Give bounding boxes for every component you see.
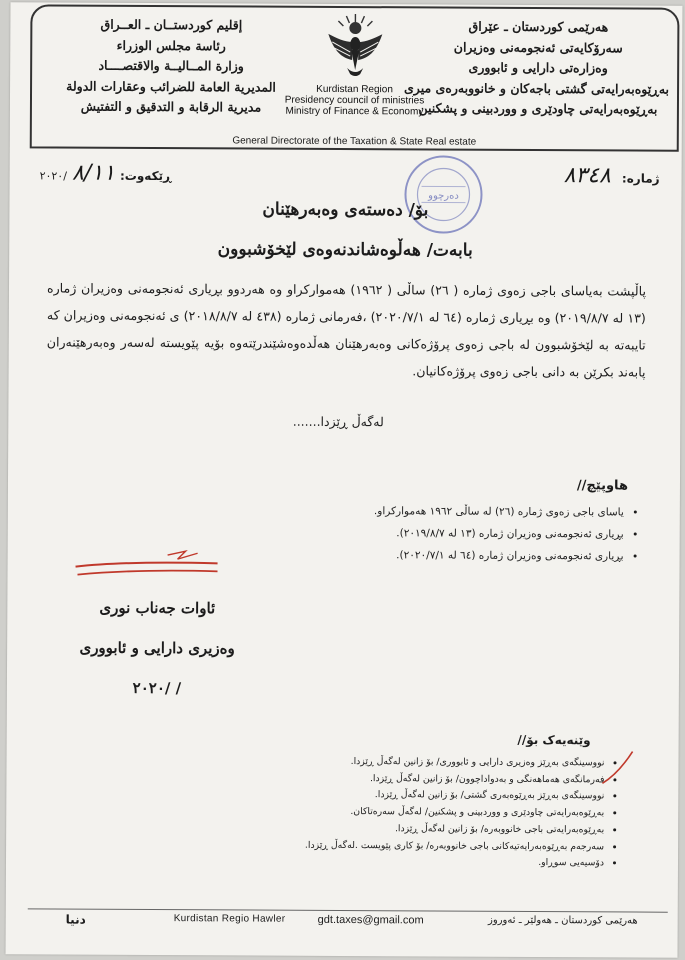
letterhead-arabic xyxy=(40,14,303,118)
arabic-line: رئاسة مجلس الوزراء xyxy=(116,37,226,53)
list-item: • بەڕێوەبەرایەتی چاودێری و ووردبینی و پشکنین/ لەگەڵ سەرەتاکان. xyxy=(184,803,604,822)
stamp-text: دەرچوو xyxy=(428,190,459,202)
list-item: • بەڕێوەبەرایەتی باجی خانووبەرە/ بۆ زانین لەگەڵ ڕێزدا. xyxy=(184,820,604,839)
list-item: • دۆسیەیی سوڕاو. xyxy=(184,853,604,872)
kurdish-line: بەڕێوەبەرایەتی چاودێری و ووردبینی و پشکنین xyxy=(418,100,658,117)
english-line: Presidency council of ministries xyxy=(284,94,425,107)
letterhead-kurdish xyxy=(404,16,670,120)
kurdish-line: هەرێمی کوردستان ـ عێراق xyxy=(468,18,609,35)
subject-line: بابەت/ هەڵوەشاندنەوەی لێخۆشبوون xyxy=(217,239,473,261)
number-value: ٨٣٤٨ xyxy=(563,163,611,189)
footer-location: Kurdistan Regio Hawler xyxy=(173,913,286,925)
round-stamp-icon xyxy=(381,152,511,243)
list-item: • بڕیاری ئەنجومەنی وەزیران ژمارە (٦٤ لە ٢٠٢٠/٧/١). xyxy=(294,544,624,568)
arabic-line: إقليم كوردستــان ـ العــراق xyxy=(100,16,243,33)
list-item: • سەرجەم بەڕێوەبەرایەتیەکانی باجی خانووبەرە/ بۆ کاری پێویست .لەگەڵ ڕێزدا. xyxy=(184,837,604,856)
footer-email: gdt.taxes@gmail.com xyxy=(317,913,424,927)
number-label: ژمارە: xyxy=(621,171,660,186)
list-item: • نووسینگەی بەڕێز وەزیری دارایی و ئابووری/ بۆ زانین لەگەڵ ڕێزدا. xyxy=(184,753,604,772)
signature-mark-icon xyxy=(67,547,227,588)
addressee-line: بۆ/ دەستەی وەبەرهێنان xyxy=(262,199,429,221)
list-item: • بڕیاری ئەنجومەنی وەزیران ژمارە (١٣ لە ٢٠١٩/٨/٧). xyxy=(294,522,624,546)
arabic-line: مديرية الرقابة و التدقيق و التفتيش xyxy=(80,98,262,115)
english-line: Ministry of Finance & Economy xyxy=(285,105,424,118)
letterhead xyxy=(30,4,680,151)
arabic-line: المديرية العامة للضرائب وعقارات الدولة xyxy=(66,78,276,95)
date-year: /٢٠٢٠ xyxy=(39,169,67,183)
date-label: ڕێکەوت: xyxy=(119,168,172,184)
body-paragraph: پاڵپشت بەیاسای باجی زەوی ژمارە ( ٢٦) ساڵی ( ١٩٦٢) هەموارکراو وە هەردوو بڕیاری ئەنجومەنی وەزیران ژمارە (١٣ لە ٢٠١٩/٨/٧) وە بڕیاری ژمارە (٦٤ لە ٢٠٢٠/٧/١) ،فەرمانی ژمارە (٤٣٨ لە ٢٠١٨/٨/٧) ی ئەنجومەنی وەزیران کە تایبەتە بە لێخۆشبوون لە باجی زەوی پرۆژەکانی وەبەرهێنان هەڵدەوەشێندرێتەوە بۆیە پێویستە لەسەر وەبەرهێنەران پابەند بکرێن بە دانی باجی زەوی پرۆژەکانیان. xyxy=(46,280,647,380)
english-line: Kurdistan Region xyxy=(316,83,393,96)
list-item: • فەرمانگەی هەماهەنگی و بەدواداچوون/ بۆ زانین لەگەڵ ڕێزدا. xyxy=(184,770,604,789)
reference-number xyxy=(564,163,660,189)
kurdish-line: سەرۆکایەتی ئەنجومەنی وەزیران xyxy=(453,39,623,55)
kurdish-line: وەزارەتی دارایی و ئابووری xyxy=(468,59,608,76)
list-item: • یاسای باجی زەوی ژمارە (٢٦) لە ساڵی ١٩٦٢ هەموارکراو. xyxy=(294,500,624,524)
document-page xyxy=(6,2,683,958)
arabic-line: وزارة المــاليــة والاقتصــــاد xyxy=(98,57,244,74)
eagle-crest-icon xyxy=(320,12,390,84)
signatory-title: وەزیری دارایی و ئابووری xyxy=(79,638,235,658)
english-bottom-line: General Directorate of the Taxation & State Real estate xyxy=(232,135,477,148)
footer-typist: دنیا xyxy=(65,912,86,927)
copies-list xyxy=(184,753,619,872)
regards-line: لەگەڵ ڕێزدا....... xyxy=(292,413,384,430)
list-item: • نووسینگەی بەڕێز بەڕێوەبەری گشتی/ بۆ زانین لەگەڵ ڕێزدا. xyxy=(184,787,604,806)
attachments-title: هاوپێچ// xyxy=(576,478,629,494)
footer-address: هەرێمی کوردستان ـ هەولێر ـ ئەوروز xyxy=(488,914,638,927)
footer-divider xyxy=(28,908,668,912)
signature-date: ٢٠٢٠/ / xyxy=(132,678,182,698)
signatory-name: ئاوات جەناب نوری xyxy=(99,598,216,618)
copies-title: وێنەیەک بۆ// xyxy=(517,732,591,748)
attachments-list xyxy=(294,500,640,568)
date-value: ٨/١١ xyxy=(71,160,115,186)
kurdish-line: بەڕێوەبەرایەتی گشتی باجەکان و خانووبەرەی میری xyxy=(404,79,670,97)
reference-date xyxy=(40,160,172,186)
